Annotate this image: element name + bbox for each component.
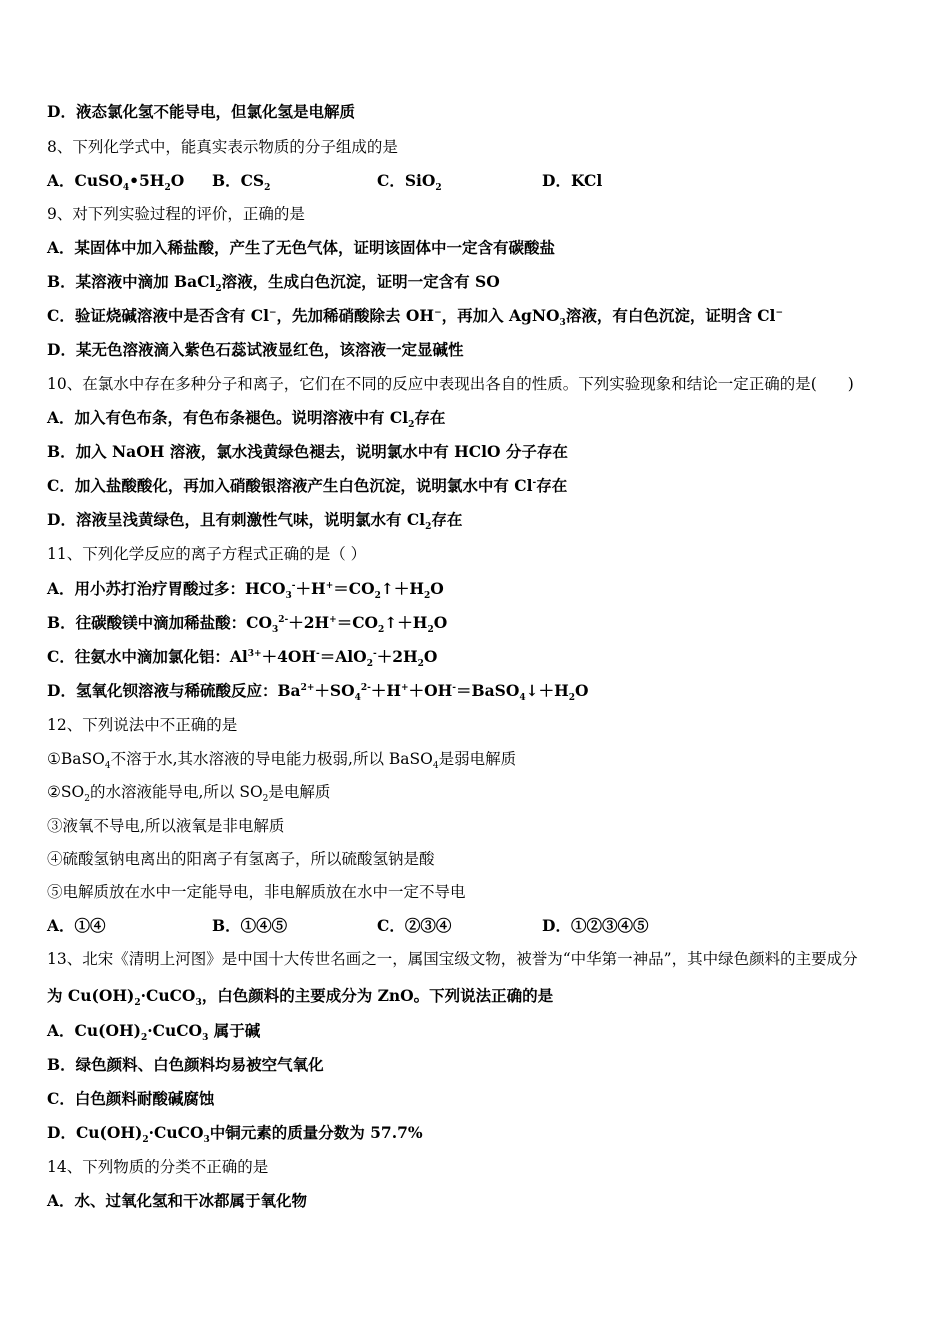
text-segment: ，白色颜料的主要成分为 ZnO。下列说法正确的是 [201,986,554,1005]
text-segment: •5H [129,171,165,190]
option-text [47,306,783,329]
supscript-text: 2- [278,614,289,625]
question-text [47,849,435,869]
text-segment: ＝CO [333,579,375,598]
question-text [47,137,398,157]
text-segment: ＋H [295,579,326,598]
subscript-text: 3 [285,591,292,602]
text-segment: 14、下列物质的分类不正确的是 [47,1158,269,1176]
question-text [47,749,517,772]
question-text [47,949,858,969]
text-segment: 的水溶液能导电,所以 SO [89,783,263,801]
question-text [47,715,237,735]
text-segment: ②SO [47,783,85,801]
supscript-text: 3+ [247,648,262,659]
supscript-text: − [775,307,783,318]
answer-option [212,916,287,936]
text-segment: D．氢氧化钡溶液与稀硫酸反应：Ba [47,681,301,700]
option-text [47,681,589,704]
text-segment: ＝CO [336,613,379,632]
text-segment: B．绿色颜料、白色颜料均易被空气氧化 [47,1055,324,1074]
supscript-text: - [316,648,320,659]
text-segment: 10、在氯水中存在多种分子和离子，它们在不同的反应中表现出各自的性质。下列实验现象和结论一定正确的是( ) [47,375,854,393]
subscript-text: 2 [417,659,424,670]
text-segment: ·CuCO [147,1021,203,1040]
text-segment: 存在 [414,408,446,427]
text-segment: ·CuCO [140,986,196,1005]
text-segment: ③液氧不导电,所以液氧是非电解质 [47,817,285,835]
text-segment: ④硫酸氢钠电离出的阳离子有氢离子，所以硫酸氢钠是酸 [47,850,435,868]
text-segment: 溶液，有白色沉淀，证明含 Cl [565,306,776,325]
option-text [47,340,463,360]
text-segment: O [423,647,438,666]
text-segment: C．验证烧碱溶液中是否含有 Cl [47,306,269,325]
text-segment: D．①②③④⑤ [542,916,649,935]
text-segment: A．某固体中加入稀盐酸，产生了无色气体，证明该固体中一定含有碳酸盐 [47,238,556,257]
text-segment: B．①④⑤ [212,916,288,935]
text-segment: D．溶液呈浅黄绿色，且有刺激性气味，说明氯水有 Cl [47,510,426,529]
subscript-text: 2 [408,420,415,431]
supscript-text: + [401,682,409,693]
option-text [47,613,448,636]
text-segment: ＝BaSO [455,681,520,700]
answer-option [542,171,602,191]
option-text [47,986,554,1009]
text-segment: C．白色颜料耐酸碱腐蚀 [47,1089,215,1108]
text-segment: ·CuCO [148,1123,204,1142]
answer-options-row [47,171,907,194]
answer-option [542,916,648,936]
subscript-text: 2 [140,1033,148,1044]
subscript-text: 2 [264,183,271,194]
supscript-text: - [372,648,377,659]
text-segment: A．CuSO [47,171,123,190]
text-segment: ＝AlO [319,647,367,666]
supscript-text: + [329,614,337,625]
subscript-text: 4 [122,183,130,194]
option-text [47,272,500,295]
subscript-text: 4 [104,761,111,772]
text-segment: C．加入盐酸酸化，再加入硝酸银溶液产生白色沉淀，说明氯水中有 Cl [47,476,533,495]
subscript-text: 2 [262,794,269,805]
option-text [47,102,355,122]
subscript-text: 2 [423,591,431,602]
text-segment: B．往碳酸镁中滴加稀盐酸：CO [47,613,272,632]
text-segment: ⑤电解质放在水中一定能导电，非电解质放在水中一定不导电 [47,883,466,901]
subscript-text: 2 [142,1135,149,1146]
text-segment: 存在 [536,476,568,495]
answer-option [47,171,185,194]
question-text [47,782,331,805]
text-segment: C．②③④ [377,916,452,935]
subscript-text: 3 [202,1033,209,1044]
text-segment: B．CS [212,171,265,190]
text-segment: ，先加稀硝酸除去 OH [276,306,435,325]
subscript-text: 2 [215,284,222,295]
subscript-text: 4 [354,693,361,704]
text-segment: ＋SO [314,681,355,700]
option-text [47,1021,261,1044]
question-text [47,816,284,836]
text-segment: ＋4OH [261,647,317,666]
answer-option [47,916,106,936]
text-segment: O [430,579,444,598]
text-segment: 是弱电解质 [438,750,517,768]
option-text [47,1089,214,1109]
text-segment: B．某溶液中滴加 BaCl [47,272,216,291]
question-text [47,1157,268,1177]
option-text [47,1191,307,1211]
text-segment: C．SiO [377,171,436,190]
subscript-text: 2 [366,659,373,670]
subscript-text: 4 [519,693,526,704]
text-segment: ＋OH [408,681,453,700]
text-segment: O [433,613,448,632]
text-segment: ↑＋H [380,579,424,598]
supscript-text: 2+ [300,682,315,693]
text-segment: 是电解质 [268,783,331,801]
text-segment: ＋2H [376,647,418,666]
option-text [47,476,567,496]
subscript-text: 3 [559,318,566,329]
option-text [47,579,444,602]
supscript-text: − [268,307,277,318]
text-segment: A．用小苏打治疗胃酸过多：HCO [47,579,286,598]
text-segment: 12、下列说法中不正确的是 [47,716,238,734]
option-text [47,1055,324,1075]
answer-option [377,171,442,194]
text-segment: 存在 [431,510,463,529]
supscript-text: − [434,307,442,318]
text-segment: D．Cu(OH) [47,1123,143,1142]
text-segment: ↓＋H [525,681,569,700]
text-segment: 溶液，生成白色沉淀，证明一定含有 SO [221,272,500,291]
option-text [47,442,568,462]
supscript-text: - [452,682,456,693]
subscript-text: 4 [432,761,439,772]
supscript-text: - [291,580,296,591]
subscript-text: 2 [435,183,442,194]
answer-options-row [47,916,907,936]
supscript-text: - [532,477,537,488]
question-text [47,882,466,902]
subscript-text: 2 [378,625,385,636]
text-segment: ＋2H [288,613,330,632]
option-text [47,238,555,258]
text-segment: 属于碱 [208,1021,261,1040]
text-segment: ，再加入 AgNO [441,306,560,325]
supscript-text: 2- [360,682,371,693]
text-segment: A．Cu(OH) [47,1021,141,1040]
text-segment: ↑＋H [384,613,428,632]
answer-option [212,171,271,194]
text-segment: C．往氨水中滴加氯化铝：Al [47,647,248,666]
subscript-text: 2 [568,693,575,704]
question-text [47,204,305,224]
option-text [47,1123,423,1146]
text-segment: 8、下列化学式中，能真实表示物质的分子组成的是 [47,138,398,156]
text-segment: A．加入有色布条，有色布条褪色。说明溶液中有 Cl [47,408,409,427]
text-segment: A．①④ [47,916,106,935]
text-segment: B．加入 NaOH 溶液，氯水浅黄绿色褪去，说明氯水中有 HClO 分子存在 [47,442,568,461]
subscript-text: 3 [195,998,202,1009]
subscript-text: 2 [374,591,381,602]
text-segment: O [170,171,185,190]
text-segment: 中铜元素的质量分数为 57.7% [209,1123,423,1142]
subscript-text: 2 [425,522,432,533]
text-segment: 不溶于水,其水溶液的导电能力极弱,所以 BaSO [110,750,433,768]
subscript-text: 2 [427,625,434,636]
option-text [47,408,446,431]
supscript-text: + [325,580,334,591]
text-segment: D．液态氯化氢不能导电，但氯化氢是电解质 [47,102,355,121]
text-segment: D．KCl [542,171,603,190]
text-segment: ①BaSO [47,750,105,768]
subscript-text: 3 [203,1135,210,1146]
option-text [47,647,438,670]
question-text [47,544,366,564]
subscript-text: 3 [271,625,279,636]
text-segment: D．某无色溶液滴入紫色石蕊试液显红色，该溶液一定显碱性 [47,340,464,359]
text-segment: 13、北宋《清明上河图》是中国十大传世名画之一，属国宝级文物，被誉为“中华第一神品”，其中绿色颜料的主要成分 [47,950,858,968]
text-segment: ＋H [370,681,402,700]
text-segment: A．水、过氧化氢和干冰都属于氧化物 [47,1191,308,1210]
answer-option [377,916,451,936]
option-text [47,510,463,533]
text-segment: 为 Cu(OH) [47,986,135,1005]
text-segment: 9、对下列实验过程的评价，正确的是 [47,205,305,223]
text-segment: O [575,681,589,700]
subscript-text: 2 [84,794,90,805]
text-segment: 11、下列化学反应的离子方程式正确的是（ ） [47,545,367,563]
subscript-text: 2 [164,183,171,194]
subscript-text: 2 [134,998,141,1009]
question-text [47,374,854,394]
